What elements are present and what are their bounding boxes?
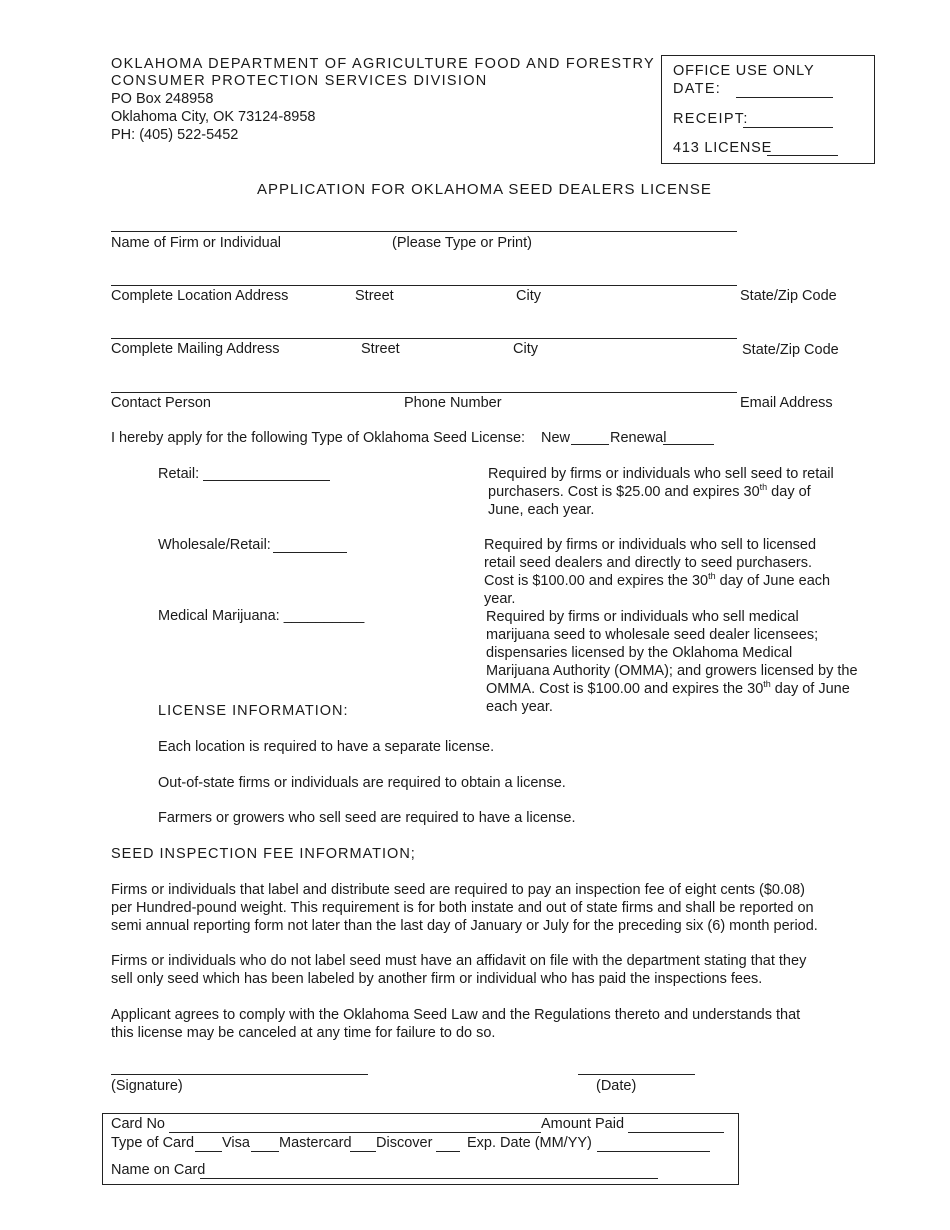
po-box: PO Box 248958 (111, 91, 214, 107)
mailing-address-label: Complete Mailing Address (111, 341, 280, 357)
renewal-license-blank[interactable] (663, 444, 714, 445)
signature-line[interactable] (111, 1074, 368, 1075)
amount-paid-line[interactable] (628, 1132, 724, 1133)
firm-name-line (111, 231, 737, 232)
signature-label: (Signature) (111, 1078, 183, 1094)
contact-person-label: Contact Person (111, 395, 211, 411)
city-state-zip: Oklahoma City, OK 73124-8958 (111, 109, 316, 125)
visa-label: Visa (222, 1135, 250, 1151)
new-license-blank[interactable] (571, 444, 609, 445)
office-receipt-label: RECEIPT: (673, 111, 749, 127)
mailing-statezip-label: State/Zip Code (742, 342, 839, 358)
exp-date-line[interactable] (597, 1151, 710, 1152)
location-city-label: City (516, 288, 541, 304)
location-address-label: Complete Location Address (111, 288, 289, 304)
location-street-label: Street (355, 288, 394, 304)
renewal-license-label: Renewal (610, 430, 667, 446)
retail-label: Retail: (158, 466, 200, 482)
inspection-fee-paragraph: Firms or individuals that label and distribute seed are required to pay an inspection fee of eight cents ($0.08) per Hundred-pound weight. This requirement is for both instate and out of state firms and shall be reported on semi annual reporting form not later than the last day of January or July for the preceding six (6) month period. (111, 882, 818, 934)
mailing-address-input[interactable] (113, 320, 733, 338)
mailing-address-line (111, 338, 737, 339)
name-on-card-label: Name on Card (111, 1162, 206, 1178)
new-license-label: New (541, 430, 571, 446)
location-statezip-label: State/Zip Code (740, 288, 837, 304)
license-info-item: Out-of-state firms or individuals are required to obtain a license. (158, 775, 566, 791)
office-date-label: DATE: (673, 81, 722, 97)
date-line[interactable] (578, 1074, 695, 1075)
license-type-intro: I hereby apply for the following Type of Oklahoma Seed License: (111, 430, 526, 446)
discover-blank[interactable] (436, 1151, 460, 1152)
contact-input[interactable] (113, 373, 733, 391)
division-name: CONSUMER PROTECTION SERVICES DIVISION (111, 73, 488, 89)
discover-label: Discover (376, 1135, 433, 1151)
email-address-label: Email Address (740, 395, 833, 411)
license-info-item: Farmers or growers who sell seed are required to have a license. (158, 810, 576, 826)
phone-number-label: Phone Number (404, 395, 502, 411)
name-on-card-line[interactable] (200, 1178, 658, 1179)
mailing-street-label: Street (361, 341, 400, 357)
license-info-heading: LICENSE INFORMATION: (158, 703, 349, 719)
card-type-blank[interactable] (195, 1151, 222, 1152)
agreement-paragraph: Applicant agrees to comply with the Oklahoma Seed Law and the Regulations thereto and understands that this license may be canceled at any time for failure to do so. (111, 1007, 801, 1041)
wholesale-label: Wholesale/Retail: (158, 537, 271, 553)
exp-date-label: Exp. Date (MM/YY) (467, 1135, 592, 1151)
card-number-line[interactable] (169, 1132, 541, 1133)
wholesale-description: Required by firms or individuals who sell to licensed retail seed dealers and directly to seed purchasers. Cost is $100.00 and expires the 30th day of June each year. (484, 537, 831, 607)
retail-description: Required by firms or individuals who sell seed to retail purchasers. Cost is $25.00 and expires 30th day of June, each year. (488, 466, 834, 518)
payment-box (102, 1113, 739, 1185)
office-license-label: 413 LICENSE (673, 140, 773, 156)
mastercard-label: Mastercard (279, 1135, 352, 1151)
affidavit-paragraph: Firms or individuals who do not label seed must have an affidavit on file with the department stating that they sell only seed which has been labeled by another firm or individual who has paid the inspections fees. (111, 953, 807, 987)
firm-name-hint: (Please Type or Print) (392, 235, 532, 251)
mailing-city-label: City (513, 341, 538, 357)
location-address-line (111, 285, 737, 286)
form-title: APPLICATION FOR OKLAHOMA SEED DEALERS LICENSE (257, 181, 712, 198)
mastercard-blank[interactable] (350, 1151, 376, 1152)
office-receipt-line[interactable] (743, 127, 833, 128)
medical-marijuana-label: Medical Marijuana: __________ (158, 608, 365, 624)
office-date-line[interactable] (736, 97, 833, 98)
inspection-fee-heading: SEED INSPECTION FEE INFORMATION; (111, 846, 416, 862)
office-use-box (661, 55, 875, 164)
card-number-label: Card No (111, 1116, 165, 1132)
visa-blank[interactable] (251, 1151, 279, 1152)
contact-line (111, 392, 737, 393)
card-type-label: Type of Card (111, 1135, 195, 1151)
wholesale-blank[interactable] (273, 552, 347, 553)
amount-paid-label: Amount Paid (541, 1116, 625, 1132)
office-license-line[interactable] (767, 155, 838, 156)
medical-marijuana-description: Required by firms or individuals who sell medical marijuana seed to wholesale seed dealer licensees; dispensaries licensed by the Oklahoma Medical Marijuana Authority (OMMA); and growers licensed by the OMMA. Cost is $100.00 and expires the 30th day of June each year. (486, 609, 858, 715)
retail-blank[interactable] (203, 480, 330, 481)
firm-name-input[interactable] (113, 213, 733, 231)
phone-number: PH: (405) 522-5452 (111, 127, 239, 143)
location-address-input[interactable] (113, 266, 733, 284)
date-label: (Date) (596, 1078, 637, 1094)
agency-name: OKLAHOMA DEPARTMENT OF AGRICULTURE FOOD AND FORESTRY (111, 56, 656, 72)
office-use-title: OFFICE USE ONLY (673, 63, 815, 79)
license-info-item: Each location is required to have a separate license. (158, 739, 495, 755)
firm-name-label: Name of Firm or Individual (111, 235, 282, 251)
